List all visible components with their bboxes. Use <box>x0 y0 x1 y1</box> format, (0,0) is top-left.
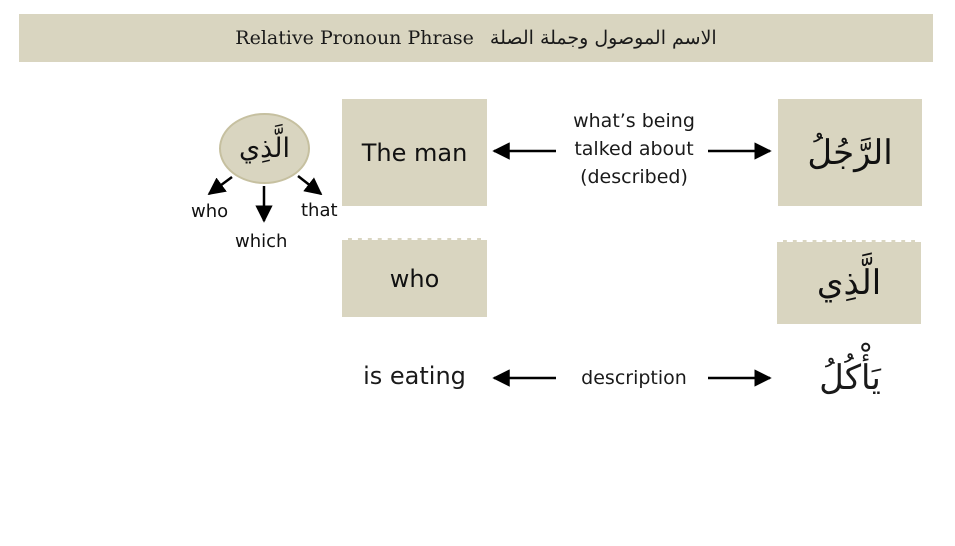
english-subject-text: The man <box>361 138 468 167</box>
translation-which: which <box>235 231 288 252</box>
branch-who-arrow <box>209 177 232 194</box>
branch-that-arrow <box>298 176 321 194</box>
title-english: Relative Pronoun Phrase <box>235 27 474 49</box>
arabic-subject-text: الرَّجُلُ <box>807 132 893 173</box>
arabic-relative-text: الَّذِي <box>816 263 882 303</box>
english-verb-text: is eating <box>363 362 466 390</box>
english-relative-text: who <box>389 264 440 293</box>
pronoun-bubble-arabic: الَّذِي <box>238 133 291 164</box>
subject-description-line-2: talked about <box>574 138 694 160</box>
subject-description-line-3: (described) <box>580 166 688 188</box>
arabic-verb-text: يَأْكُلُ <box>819 358 881 398</box>
verb-description-label: description <box>581 367 687 389</box>
translation-who: who <box>191 201 229 222</box>
subject-description-line-1: what’s being <box>573 110 695 132</box>
title-arabic: الاسم الموصول وجملة الصلة <box>489 27 717 49</box>
translation-that: that <box>301 200 338 221</box>
